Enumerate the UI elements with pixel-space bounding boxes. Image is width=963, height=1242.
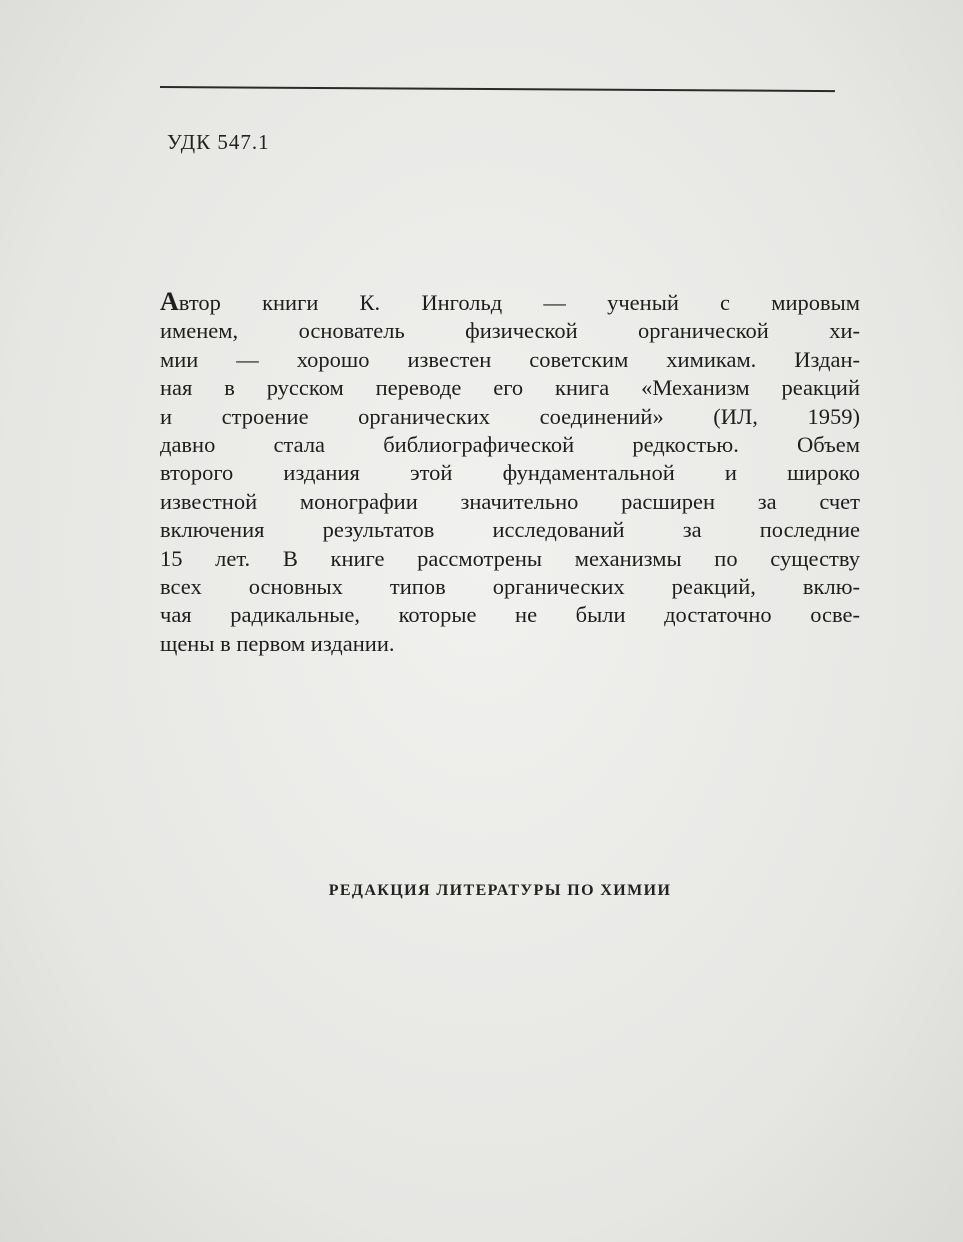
- annotation-line: щены в первом издании.: [160, 630, 395, 656]
- annotation-line: второго издания этой фундаментальной и широко: [160, 460, 860, 486]
- annotation-line: 15 лет. В книге рассмотрены механизмы по существу: [160, 545, 860, 571]
- annotation-line: мии — хорошо известен советским химикам. Издан-: [160, 346, 860, 372]
- annotation-line: Автор книги К. Ингольд — ученый с мировым: [160, 287, 860, 316]
- top-rule-divider: [160, 86, 835, 92]
- annotation-line: именем, основатель физической органической хи-: [160, 318, 860, 344]
- annotation-line: давно стала библиографической редкостью. Объем: [160, 432, 860, 458]
- annotation-line: всех основных типов органических реакций, вклю-: [160, 574, 860, 600]
- publisher-redaction: РЕДАКЦИЯ ЛИТЕРАТУРЫ ПО ХИМИИ: [328, 882, 672, 899]
- annotation-line: ная в русском переводе его книга «Механизм реакций: [160, 375, 860, 401]
- annotation-line: известной монографии значительно расширен за счет: [160, 488, 860, 514]
- book-annotation: [160, 288, 860, 658]
- udk-code: УДК 547.1: [167, 130, 270, 154]
- annotation-line: и строение органических соединений» (ИЛ, 1959): [160, 403, 860, 429]
- annotation-line: чая радикальные, которые не были достаточно осве-: [160, 602, 860, 628]
- drop-cap: А: [160, 287, 179, 316]
- annotation-line: включения результатов исследований за последние: [160, 517, 860, 543]
